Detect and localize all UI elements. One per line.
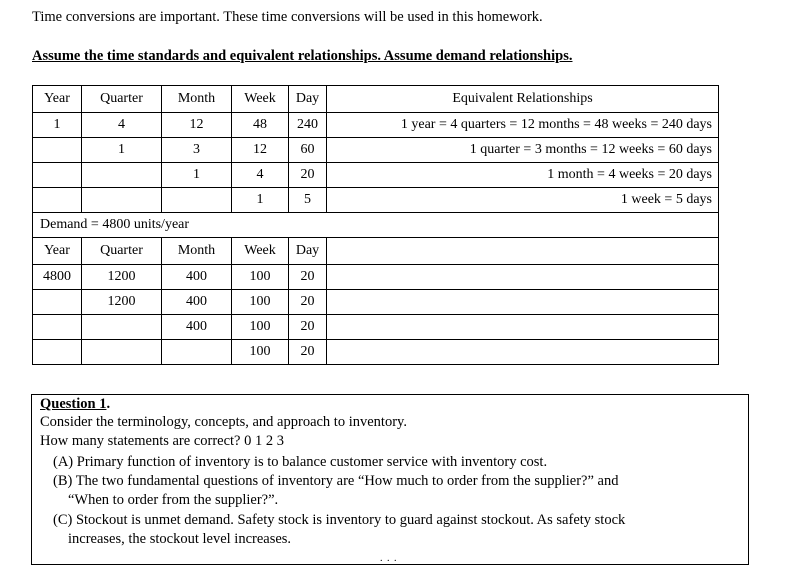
- cell: 20: [289, 315, 327, 340]
- table-row: [33, 113, 719, 138]
- header-quarter: Quarter: [82, 86, 162, 113]
- blank-cell: [327, 213, 719, 238]
- continuation-dots: . . .: [380, 553, 398, 564]
- demand-header-quarter: Quarter: [82, 238, 162, 265]
- cell: 12: [162, 113, 232, 138]
- statement-c-cont: increases, the stockout level increases.: [68, 531, 292, 547]
- cell: 4: [232, 163, 289, 188]
- cell: 100: [232, 265, 289, 290]
- statement-a: (A) Primary function of inventory is to balance customer service with inventory cost.: [53, 454, 548, 470]
- demand-header-month: Month: [162, 238, 232, 265]
- cell: 4: [82, 113, 162, 138]
- question-title: Question 1.: [40, 396, 111, 412]
- table-row: [33, 315, 719, 340]
- cell: 240: [289, 113, 327, 138]
- cell: [33, 138, 82, 163]
- cell: 1200: [82, 290, 162, 315]
- question-line1: Consider the terminology, concepts, and approach to inventory.: [40, 414, 407, 430]
- cell: 20: [289, 340, 327, 365]
- cell: 1: [232, 188, 289, 213]
- blank-cell: [327, 265, 719, 290]
- table-row: [33, 265, 719, 290]
- relationship-cell: 1 year = 4 quarters = 12 months = 48 weeks = 240 days: [327, 113, 719, 138]
- cell: 5: [289, 188, 327, 213]
- relationship-cell: 1 quarter = 3 months = 12 weeks = 60 days: [327, 138, 719, 163]
- demand-header-week: Week: [232, 238, 289, 265]
- time-conversion-table: [32, 85, 719, 365]
- cell: 20: [289, 290, 327, 315]
- cell: [162, 340, 232, 365]
- cell: 20: [289, 163, 327, 188]
- cell: [33, 163, 82, 188]
- cell: 100: [232, 290, 289, 315]
- cell: 48: [232, 113, 289, 138]
- cell: 400: [162, 315, 232, 340]
- table-row: [33, 290, 719, 315]
- header-equivalent: Equivalent Relationships: [327, 86, 719, 113]
- demand-label: Demand = 4800 units/year: [33, 213, 327, 238]
- cell: [33, 340, 82, 365]
- question-line2: How many statements are correct? 0 1 2 3: [40, 433, 284, 449]
- cell: [33, 188, 82, 213]
- cell: 1: [33, 113, 82, 138]
- cell: 12: [232, 138, 289, 163]
- blank-cell: [327, 315, 719, 340]
- cell: 1: [162, 163, 232, 188]
- cell: [33, 315, 82, 340]
- cell: 1200: [82, 265, 162, 290]
- header-month: Month: [162, 86, 232, 113]
- cell: 60: [289, 138, 327, 163]
- table-header-row: [33, 86, 719, 113]
- demand-header-year: Year: [33, 238, 82, 265]
- cell: [82, 315, 162, 340]
- demand-header-row: [33, 238, 719, 265]
- relationship-cell: 1 month = 4 weeks = 20 days: [327, 163, 719, 188]
- table-row: [33, 163, 719, 188]
- blank-cell: [327, 340, 719, 365]
- cell: 20: [289, 265, 327, 290]
- demand-header-day: Day: [289, 238, 327, 265]
- table-row: [33, 188, 719, 213]
- cell: 4800: [33, 265, 82, 290]
- blank-cell: [327, 290, 719, 315]
- cell: 1: [82, 138, 162, 163]
- assume-heading: Assume the time standards and equivalent relationships. Assume demand relationships.: [32, 48, 573, 64]
- cell: 400: [162, 265, 232, 290]
- statement-c: (C) Stockout is unmet demand. Safety stock is inventory to guard against stockout. As safety stock: [53, 512, 626, 528]
- header-year: Year: [33, 86, 82, 113]
- cell: [33, 290, 82, 315]
- cell: [82, 340, 162, 365]
- blank-cell: [327, 238, 719, 265]
- header-day: Day: [289, 86, 327, 113]
- cell: 100: [232, 340, 289, 365]
- relationship-cell: 1 week = 5 days: [327, 188, 719, 213]
- cell: 3: [162, 138, 232, 163]
- cell: [82, 188, 162, 213]
- intro-text: Time conversions are important. These time conversions will be used in this homework.: [32, 9, 543, 25]
- cell: [162, 188, 232, 213]
- table-row: [33, 340, 719, 365]
- table-row: [33, 138, 719, 163]
- cell: 400: [162, 290, 232, 315]
- question-box: [31, 394, 749, 565]
- cell: 100: [232, 315, 289, 340]
- statement-b-cont: “When to order from the supplier?”.: [68, 492, 279, 508]
- header-week: Week: [232, 86, 289, 113]
- statement-b: (B) The two fundamental questions of inventory are “How much to order from the supplier?” and: [53, 473, 619, 489]
- demand-label-row: [33, 213, 719, 238]
- cell: [82, 163, 162, 188]
